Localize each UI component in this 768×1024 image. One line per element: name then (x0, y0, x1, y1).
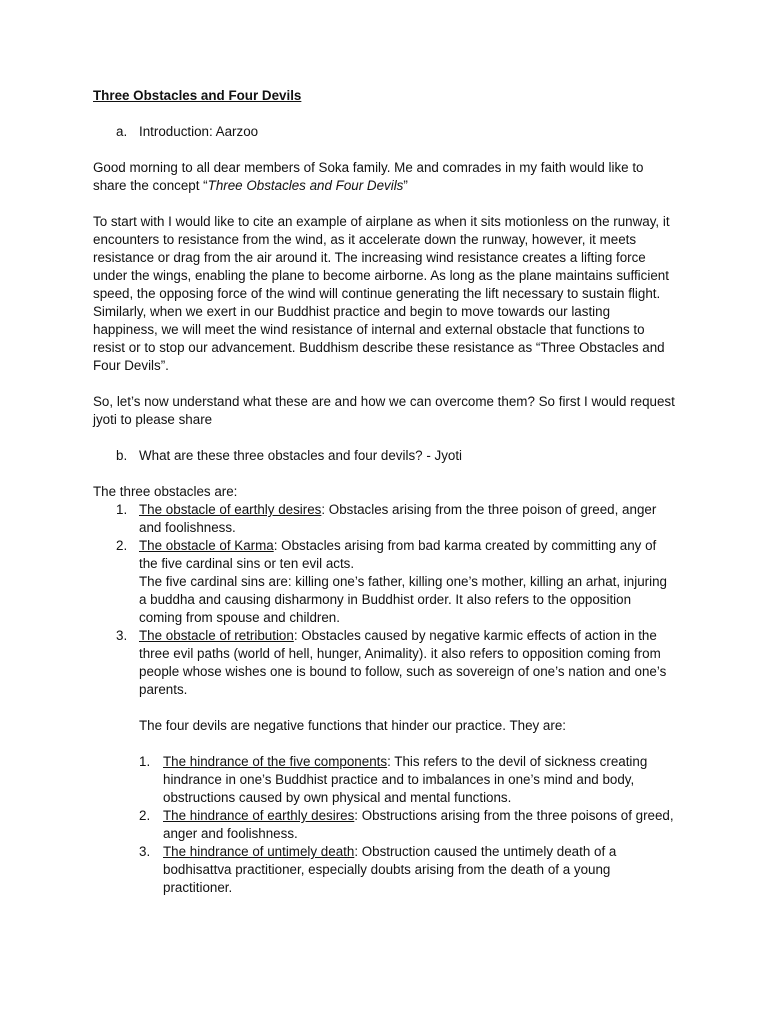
devil-term: The hindrance of untimely death (163, 844, 355, 859)
section-b-text: What are these three obstacles and four devils? - Jyoti (139, 448, 463, 463)
devils-list (93, 753, 675, 897)
document-body (93, 87, 675, 897)
obstacle-term: The obstacle of Karma (139, 538, 274, 553)
obstacles-list (93, 501, 675, 699)
list-marker: 3. (116, 628, 128, 643)
intro-marker: a. (116, 124, 128, 139)
intro-text: Introduction: Aarzoo (139, 124, 259, 139)
list-item (93, 501, 675, 537)
devil-text: : Obstructions arising from the three poisons of greed, anger and foolishness. (163, 808, 674, 841)
obstacle-text: : Obstacles caused by negative karmic effects of action in the three evil paths (world of hell, hunger, Animality). it also refers to opposition coming from people whose wishes one is bound to follow, such as sovereign of one’s nation and one’s parents. (139, 628, 667, 697)
devil-text: : Obstruction caused the untimely death of a bodhisattva practitioner, especially doubts arising from the death of a young practitioner. (163, 844, 617, 895)
list-item (93, 627, 675, 699)
greeting-italic: Three Obstacles and Four Devils (207, 178, 404, 193)
cardinal-sins-text: The five cardinal sins are: killing one’s father, killing one’s mother, killing an arhat, injuring a buddha and causing disharmony in Buddhist order. It also refers to the opposition coming from spouse and children. (139, 574, 667, 625)
obstacle-text: : Obstacles arising from the three poison of greed, anger and foolishness. (139, 502, 657, 535)
list-item (93, 753, 675, 807)
greeting-suffix: ” (403, 178, 408, 193)
list-marker: 2. (116, 538, 128, 553)
devils-intro: The four devils are negative functions that hinder our practice. They are: (139, 718, 567, 733)
list-item (93, 807, 675, 843)
intro-list-item (93, 123, 675, 141)
list-item (93, 843, 675, 897)
devil-term: The hindrance of the five components (163, 754, 388, 769)
section-b-list-item (93, 447, 675, 465)
document-title: Three Obstacles and Four Devils (93, 88, 302, 103)
airplane-paragraph: To start with I would like to cite an example of airplane as when it sits motionless on the runway, it encounters to resistance from the wind, as it accelerate down the runway, however, it meets resistance or drag from the air around it. The increasing wind resistance creates a lifting force under the wings, enabling the plane to become airborne. As long as the plane maintains sufficient speed, the opposing force of the wind will continue generating the lift necessary to sustain flight. Similarly, when we exert in our Buddhist practice and begin to move towards our lasting happiness, we will meet the wind resistance of internal and external obstacle that functions to resist or to stop our advancement. Buddhism describe these resistance as “Three Obstacles and Four Devils”. (93, 214, 670, 373)
list-marker: 3. (139, 844, 151, 859)
devil-text: : This refers to the devil of sickness creating hindrance in one’s Buddhist practice and to imbalances in one’s mind and body, obstructions caused by own physical and mental functions. (163, 754, 648, 805)
list-marker: 1. (139, 754, 151, 769)
obstacle-term: The obstacle of retribution (139, 628, 294, 643)
section-b-marker: b. (116, 448, 128, 463)
greeting-paragraph (93, 159, 675, 195)
request-paragraph: So, let’s now understand what these are and how we can overcome them? So first I would request jyoti to please share (93, 394, 675, 427)
list-marker: 1. (116, 502, 128, 517)
obstacle-text: : Obstacles arising from bad karma created by committing any of the five cardinal sins or ten evil acts. (139, 538, 657, 571)
devil-term: The hindrance of earthly desires (163, 808, 355, 823)
list-marker: 2. (139, 808, 151, 823)
greeting-prefix: Good morning to all dear members of Soka family. Me and comrades in my faith would like to share the concept “ (93, 160, 644, 193)
list-item (93, 537, 675, 627)
obstacle-term: The obstacle of earthly desires (139, 502, 322, 517)
obstacles-intro: The three obstacles are: (93, 484, 238, 499)
